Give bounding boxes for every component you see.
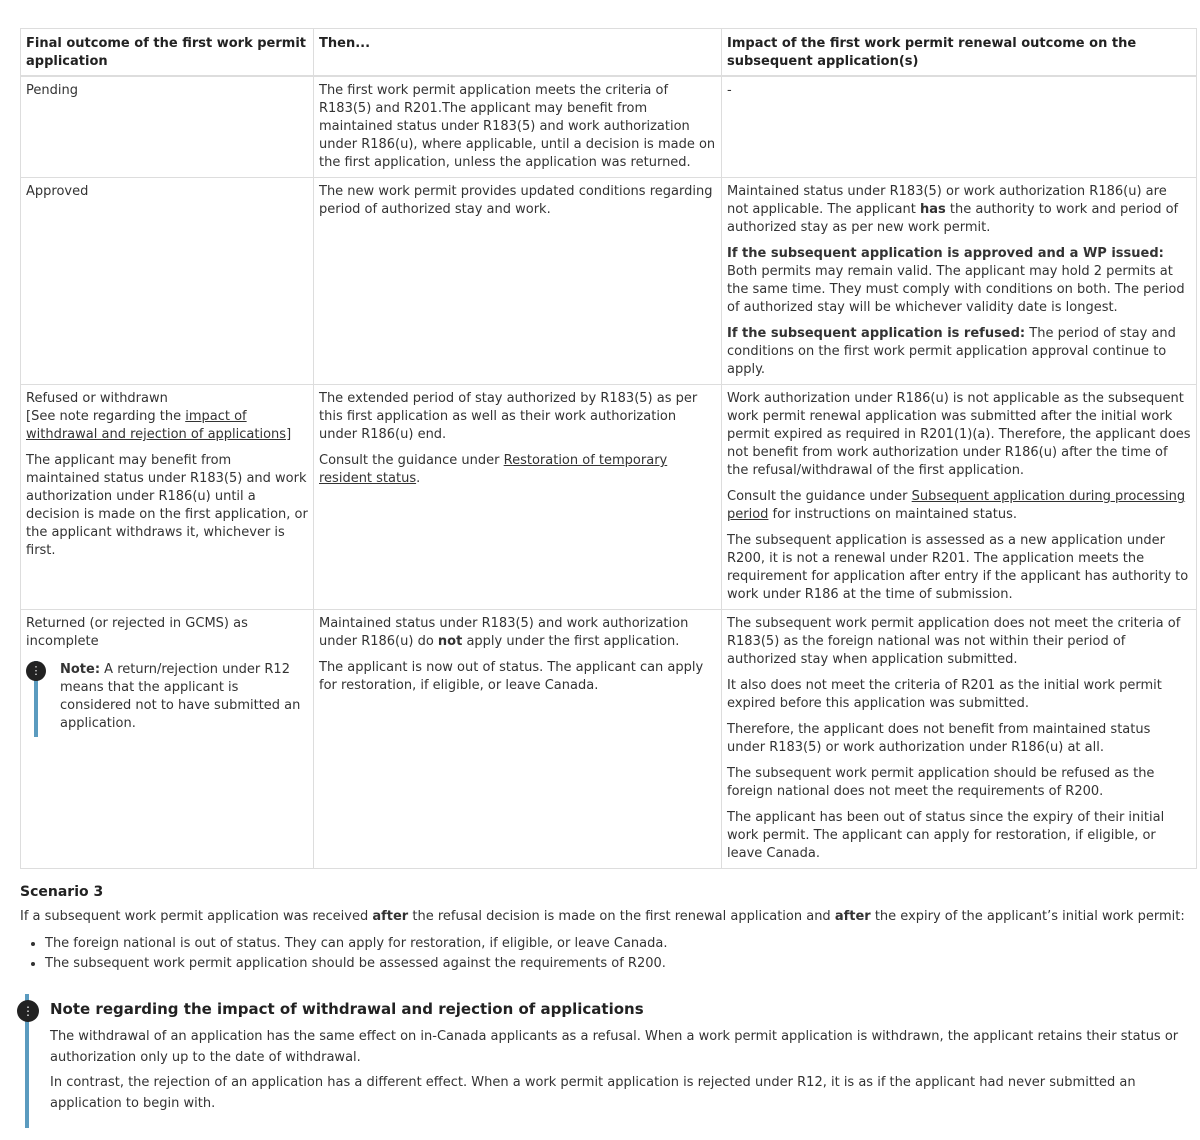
text: The period of stay and conditions on the first work permit application approval continue to apply. — [727, 326, 1176, 377]
table-header-row — [21, 29, 1197, 77]
text: If a subsequent work permit application was received — [20, 909, 373, 924]
table-row — [21, 610, 1197, 869]
note-para-2: In contrast, the rejection of an application has a different effect. When a work permit application is rejected under R12, it is as if the applicant had never submitted an application to begin with. — [50, 1075, 1136, 1111]
note-label: Note: — [60, 662, 101, 677]
table-row — [21, 178, 1197, 385]
refused-outcome-para-1 — [26, 390, 308, 444]
work-permit-outcomes-table-wrapper — [20, 28, 1196, 869]
refused-impact-para-3: The subsequent application is assessed as a new application under R200, it is not a renewal under R201. The application meets the requirement for application after entry if the applicant has authority to work under R186 at the time of submission. — [727, 533, 1189, 602]
row-refused-then — [314, 385, 722, 610]
info-note-icon: ⋮ — [17, 1000, 39, 1022]
emphasis-after: after — [372, 909, 409, 924]
returned-impact-para-3: Therefore, the applicant does not benefit from maintained status under R183(5) or work authorization under R186(u) at all. — [727, 722, 1151, 755]
text: [See note regarding the — [26, 409, 186, 424]
text: Refused or withdrawn — [26, 391, 168, 406]
table-row — [21, 76, 1197, 178]
subsequent-application-link[interactable]: Subsequent application during processing period — [727, 489, 1186, 522]
text: . — [416, 471, 421, 486]
header-impact: Impact of the first work permit renewal outcome on the subsequent application(s) — [722, 29, 1197, 77]
row-returned-then — [314, 610, 722, 869]
emphasis-not: not — [437, 634, 463, 649]
row-returned-impact — [722, 610, 1197, 869]
row-pending-outcome: Pending — [21, 76, 314, 178]
refused-impact-para-1: Work authorization under R186(u) is not applicable as the subsequent work permit renewal application was submitted after the initial work permit expired as required in R201(1)(a). Therefore, the applicant does not benefit from work authorization under R186(u) after the time of the refusal/withdrawal of the first application. — [727, 391, 1191, 478]
text: Consult the guidance under — [727, 489, 912, 504]
returned-impact-para-4: The subsequent work permit application should be refused as the foreign national does not meet the requirements of R200. — [727, 766, 1155, 799]
row-approved-outcome: Approved — [21, 178, 314, 385]
text: Both permits may remain valid. The applicant may hold 2 permits at the same time. They must comply with conditions on both. The period of authorized stay will be whichever validity date is longest. — [727, 264, 1185, 315]
text: for instructions on maintained status. — [768, 507, 1018, 522]
returned-note-text — [60, 661, 308, 733]
row-pending-then: The first work permit application meets the criteria of R183(5) and R201.The applicant may benefit from maintained status under R183(5) and work authorization under R186(u), where applicable, until a decision is made on the first application, unless the application was returned. — [314, 76, 722, 178]
list-item: • The subsequent work permit application should be assessed against the requirements of R200. — [45, 954, 1190, 974]
text: A return/rejection under R12 means that the applicant is considered not to have submitted an application. — [60, 662, 301, 731]
text: Consult the guidance under — [319, 453, 504, 468]
row-approved-impact — [722, 178, 1197, 385]
emphasis-refused: If the subsequent application is refused: — [727, 326, 1026, 341]
row-pending-impact: - — [722, 76, 1197, 178]
header-then: Then... — [314, 29, 722, 77]
text: the authority to work and period of authorized stay as per new work permit. — [727, 202, 1179, 235]
returned-impact-para-5: The applicant has been out of status since the expiry of their initial work permit. The applicant can apply for restoration, if eligible, or leave Canada. — [727, 810, 1165, 861]
refused-then-para-1: The extended period of stay authorized by R183(5) as per this first application as well as their work authorization under R186(u) end. — [319, 391, 698, 442]
work-permit-outcomes-table — [20, 28, 1197, 869]
withdrawal-rejection-note — [22, 994, 1185, 1128]
text: the refusal decision is made on the first renewal application and — [408, 909, 835, 924]
returned-impact-para-1: The subsequent work permit application does not meet the criteria of R183(5) as the foreign national was not within their period of authorized stay when application submitted. — [727, 616, 1181, 667]
returned-then-para-1 — [319, 615, 716, 651]
returned-outcome-label: Returned (or rejected in GCMS) as incomplete — [26, 616, 248, 649]
emphasis-after: after — [834, 909, 871, 924]
row-refused-impact — [722, 385, 1197, 610]
text: ] — [286, 427, 292, 442]
returned-then-para-2: The applicant is now out of status. The applicant can apply for restoration, if eligible, or leave Canada. — [319, 660, 704, 693]
row-returned-outcome — [21, 610, 314, 869]
approved-impact-para-1 — [727, 183, 1191, 237]
header-final-outcome: Final outcome of the first work permit application — [21, 29, 314, 77]
emphasis-approved: If the subsequent application is approved and a WP issued: — [727, 246, 1164, 261]
text: the expiry of the applicant’s initial work permit: — [870, 909, 1185, 924]
list-item: • The foreign national is out of status. They can apply for restoration, if eligible, or leave Canada. — [45, 934, 1190, 954]
refused-impact-para-2 — [727, 488, 1191, 524]
returned-impact-para-2: It also does not meet the criteria of R201 as the initial work permit expired before this application was submitted. — [727, 678, 1162, 711]
text: Maintained status under R183(5) and work authorization under R186(u) do — [319, 616, 689, 649]
restoration-status-link[interactable]: Restoration of temporary resident status — [319, 453, 668, 486]
approved-impact-para-3 — [727, 325, 1191, 379]
note-title: Note regarding the impact of withdrawal and rejection of applications — [50, 1000, 644, 1018]
emphasis-has: has — [919, 202, 946, 217]
table-row — [21, 385, 1197, 610]
row-refused-outcome — [21, 385, 314, 610]
text: apply under the first application. — [462, 634, 680, 649]
scenario-bullet-list — [20, 934, 1190, 974]
text: Maintained status under R183(5) or work authorization R186(u) are not applicable. The applicant — [727, 184, 1167, 217]
scenario-title: Scenario 3 — [20, 884, 104, 900]
impact-withdrawal-note-link[interactable]: impact of withdrawal and rejection of applications — [26, 409, 287, 442]
approved-impact-para-2 — [727, 245, 1191, 317]
refused-then-para-2 — [319, 452, 716, 488]
refused-outcome-para-2: The applicant may benefit from maintained status under R183(5) and work authorization under R186(u) until a decision is made on the first application, or the applicant withdraws it, whichever is first. — [26, 453, 308, 558]
scenario-intro — [20, 908, 1190, 926]
info-note-icon: ⋮ — [26, 661, 46, 681]
scenario-3-section — [20, 884, 1190, 974]
note-para-1: The withdrawal of an application has the same effect on in-Canada applicants as a refusal. When a work permit application is withdrawn, the applicant retains their status or authorization only up to the date of withdrawal. — [50, 1029, 1179, 1065]
returned-note — [30, 661, 308, 737]
row-approved-then: The new work permit provides updated conditions regarding period of authorized stay and work. — [314, 178, 722, 385]
